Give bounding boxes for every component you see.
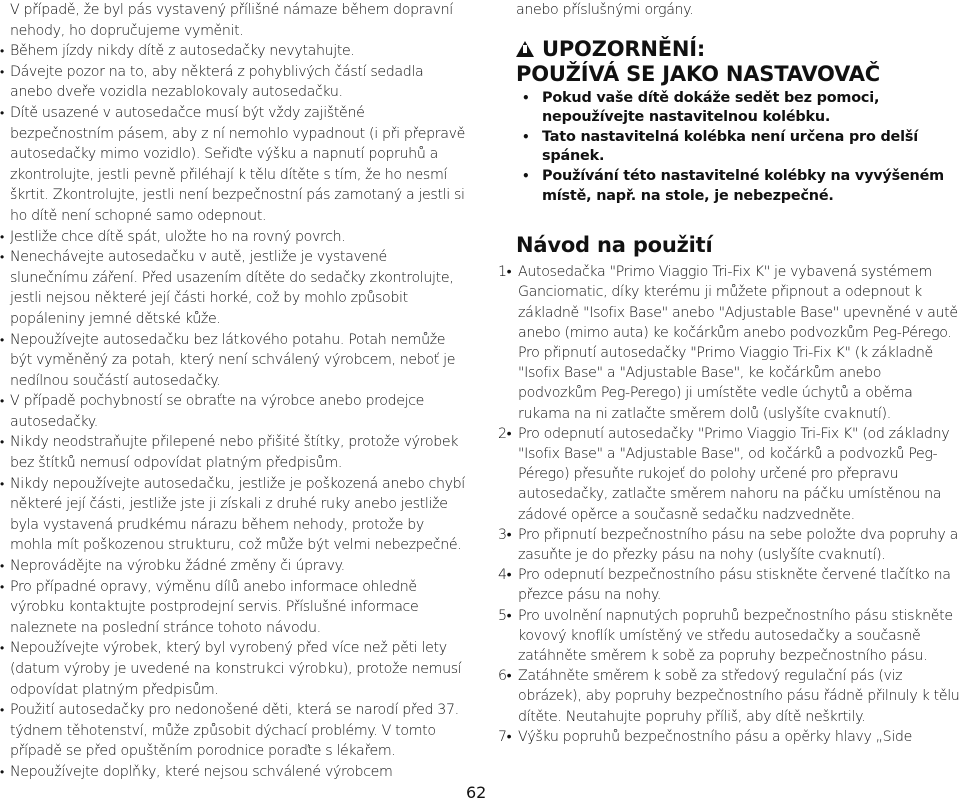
warning-title bbox=[516, 37, 960, 62]
right-column bbox=[490, 0, 960, 747]
step-text: Zatáhněte směrem k sobě za středový regulační pás (viz obrázek), aby popruhy bezpečnostního pásu řádně přilnuly k tělu dítěte. Neutahujte popruhy příliš, aby dítě neškrtily. bbox=[518, 668, 960, 725]
step-number: 4• bbox=[498, 567, 512, 584]
list-item: • Nikdy neodstraňujte přilepené nebo přišité štítky, protože výrobek bez štítků nemusí odpovídat platným předpisům. bbox=[0, 432, 468, 473]
list-item: • Dítě usazené v autosedačce musí být vždy zajištěné bezpečnostním pásem, aby z ní nemohlo vypadnout (i při přepravě autosedačky mimo vozidlo). Seřiďte výšku a napnutí popruhů a zkontrolujte, jestli pevně přiléhají k tělu dítěte s tím, že ho nesmí škrtit. Zkontrolujte, jestli není bezpečnostní pás zamotaný a jestli si ho dítě není schopné samo odepnout. bbox=[0, 103, 468, 227]
step-text: Autosedačka "Primo Viaggio Tri-Fix K" je vybavená systémem Ganciomatic, díky kterému ji můžete připnout a odepnout k základně "Isofix Base" anebo "Adjustable Base" upevněné v autě anebo (mimo auta) ke kočárkům anebo podvozkům Peg-Pérego. Pro připnutí autosedačky "Primo Viaggio Tri-Fix K" (k základně "Isofix Base" a "Adjustable Base", ke kočárkům anebo podvozkům Peg-Perego) ji umístěte vedle úchytů a oběma rukama na ni zatlačte směrem dolů (uslyšíte cvaknutí). bbox=[518, 264, 958, 422]
warning-subtitle: POUŽÍVÁ SE JAKO NASTAVOVAČ bbox=[516, 61, 881, 86]
step-item bbox=[490, 262, 960, 424]
list-item: • Nepoužívejte výrobek, který byl vyrobený před více než pěti lety (datum výroby je uvedené na konstrukci výrobku), protože nemusí odpovídat platným předpisům. bbox=[0, 638, 468, 700]
step-number: 3• bbox=[498, 526, 512, 543]
list-item: • Nenechávejte autosedačku v autě, jestliže je vystavené slunečnímu záření. Před usazením dítěte do sedačky zkontrolujte, jestli nejsou některé její části horké, což by mohlo způsobit popáleniny jemné dětské kůže. bbox=[0, 247, 468, 329]
warning-title-line1: UPOZORNĚNÍ: bbox=[542, 36, 706, 61]
warning-list bbox=[516, 89, 960, 207]
step-item bbox=[490, 565, 960, 605]
list-item: • Dávejte pozor na to, aby některá z pohyblivých částí sedadla anebo dveře vozidla nezablokovaly autosedačku. bbox=[0, 62, 468, 103]
list-item: • V případě pochybností se obraťte na výrobce anebo prodejce autosedačky. bbox=[0, 391, 468, 432]
step-text: Výšku popruhů bezpečnostního pásu a opěrky hlavy „Side bbox=[518, 728, 912, 745]
step-item bbox=[490, 525, 960, 565]
step-item bbox=[490, 424, 960, 525]
list-item: • Nepoužívejte autosedačku bez látkového potahu. Potah nemůže být vyměněný za potah, který není schválený výrobcem, neboť je nedílnou součástí autosedačky. bbox=[0, 330, 468, 392]
step-number: 6• bbox=[498, 668, 512, 685]
step-text: Pro odepnutí bezpečnostního pásu stiskněte červené tlačítko na přezce pásu na nohy. bbox=[518, 567, 951, 604]
list-item: • Tato nastavitelná kolébka není určena pro delší spánek. bbox=[522, 128, 960, 167]
step-item bbox=[490, 727, 960, 747]
warning-icon bbox=[516, 41, 534, 57]
step-number: 5• bbox=[498, 607, 512, 624]
list-item: • Nepoužívejte doplňky, které nejsou schválené výrobcem bbox=[0, 762, 468, 783]
page-number: 62 bbox=[466, 783, 487, 802]
step-text: Pro odepnutí autosedačky "Primo Viaggio Tri-Fix K" (od základny "Isofix Base" a "Adjustable Base", od kočárků a podvozků Peg-Pérego) přesuňte rukojeť do polohy určené pro přepravu autosedačky, zatlačte směrem nahoru na páčku umístěnou na zádové opěrce a současně sedačku nadzvedněte. bbox=[518, 425, 950, 523]
list-item: • Pokud vaše dítě dokáže sedět bez pomoci, nepoužívejte nastavitelnou kolébku. bbox=[522, 89, 960, 128]
list-item: • Během jízdy nikdy dítě z autosedačky nevytahujte. bbox=[0, 41, 468, 62]
step-number: 7• bbox=[498, 728, 512, 745]
step-number: 1• bbox=[498, 264, 512, 281]
step-item bbox=[490, 606, 960, 667]
list-item: • Jestliže chce dítě spát, uložte ho na rovný povrch. bbox=[0, 227, 468, 248]
step-text: Pro připnutí bezpečnostního pásu na sebe položte dva popruhy a zasuňte je do přezky pásu na nohy (uslyšíte cvaknutí). bbox=[518, 526, 958, 563]
warning-block bbox=[490, 37, 960, 207]
list-item: • Pro případné opravy, výměnu dílů anebo informace ohledně výrobku kontaktujte postprodejní servis. Příslušné informace naleznete na poslední stránce tohoto návodu. bbox=[0, 577, 468, 639]
list-item: • Neprovádějte na výrobku žádné změny či úpravy. bbox=[0, 556, 468, 577]
section-title: Návod na použití bbox=[516, 233, 713, 258]
list-item: • Použití autosedačky pro nedonošené děti, která se narodí před 37. týdnem těhotenství, může způsobit dýchací problémy. V tomto případě se před opuštěním porodnice poraďte s lékařem. bbox=[0, 700, 468, 762]
step-item bbox=[490, 666, 960, 727]
safety-bullet-list bbox=[0, 41, 468, 782]
step-text: Pro uvolnění napnutých popruhů bezpečnostního pásu stiskněte kovový knoflík umístěný ve středu autosedačky a současně zatáhněte směrem k sobě za popruhy bezpečnostního pásu. bbox=[518, 607, 953, 665]
list-item: • Používání této nastavitelné kolébky na vyvýšeném místě, např. na stole, je nebezpečné. bbox=[522, 167, 960, 206]
step-number: 2• bbox=[498, 425, 512, 442]
instruction-steps bbox=[490, 262, 960, 747]
continuation-text: anebo příslušnými orgány. bbox=[516, 2, 694, 18]
list-item: • Nikdy nepoužívejte autosedačku, jestliže je poškozená anebo chybí některé její části, jestliže jste ji získali z druhé ruky anebo jestliže byla vystavená prudkému nárazu během nehody, protože by mohla mít poškozenou strukturu, což může být velmi nebezpečné. bbox=[0, 474, 468, 556]
intro-paragraph: V případě, že byl pás vystavený přílišné námaze během dopravní nehody, ho dopručujeme vyměnit. bbox=[10, 2, 453, 39]
left-column bbox=[0, 0, 468, 783]
